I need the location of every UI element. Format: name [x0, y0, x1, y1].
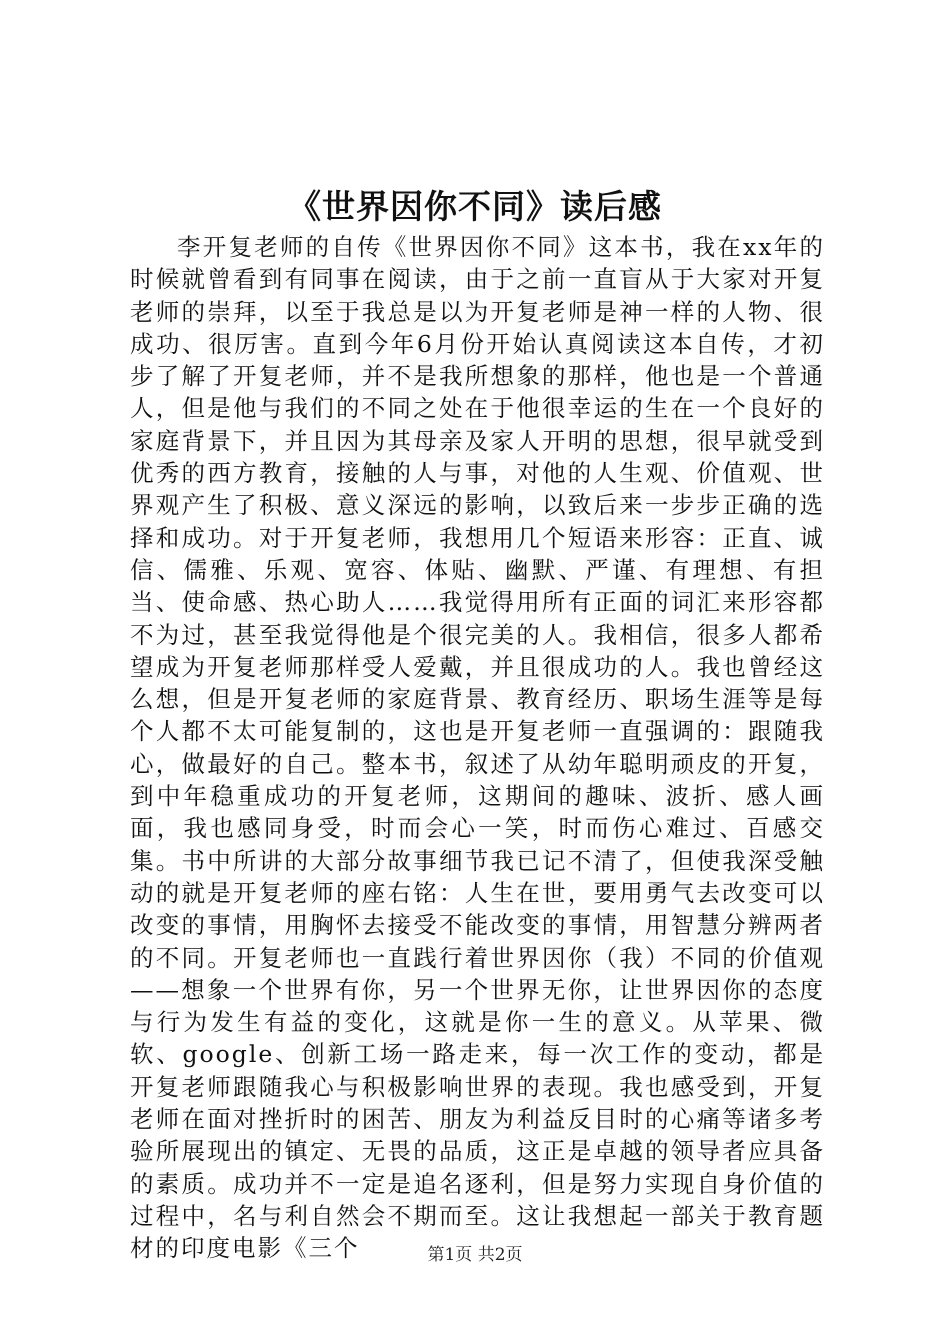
document-title: 《世界因你不同》读后感	[288, 187, 662, 226]
document-body-paragraph: 李开复老师的自传《世界因你不同》这本书，我在xx年的时候就曾看到有同事在阅读，由于之前一直盲从于大家对开复老师的崇拜，以至于我总是以为开复老师是神一样的人物、很成功、很厉害。直到今年6月份开始认真阅读这本自传，才初步了解了开复老师，并不是我所想象的那样，他也是一个普通人，但是他与我们的不同之处在于他很幸运的生在一个良好的家庭背景下，并且因为其母亲及家人开明的思想，很早就受到优秀的西方教育，接触的人与事，对他的人生观、价值观、世界观产生了积极、意义深远的影响，以致后来一步步正确的选择和成功。对于开复老师，我想用几个短语来形容：正直、诚信、儒雅、乐观、宽容、体贴、幽默、严谨、有理想、有担当、使命感、热心助人……我觉得用所有正面的词汇来形容都不为过，甚至我觉得他是个很完美的人。我相信，很多人都希望成为开复老师那样受人爱戴，并且很成功的人。我也曾经这么想，但是开复老师的家庭背景、教育经历、职场生涯等是每个人都不太可能复制的，这也是开复老师一直强调的：跟随我心，做最好的自己。整本书，叙述了从幼年聪明顽皮的开复，到中年稳重成功的开复老师，这期间的趣味、波折、感人画面，我也感同身受，时而会心一笑，时而伤心难过、百感交集。书中所讲的大部分故事细节我已记不清了，但使我深受触动的就是开复老师的座右铭：人生在世，要用勇气去改变可以改变的事情，用胸怀去接受不能改变的事情，用智慧分辨两者的不同。开复老师也一直践行着世界因你（我）不同的价值观——想象一个世界有你，另一个世界无你，让世界因你的态度与行为发生有益的变化，这就是你一生的意义。从苹果、微软、google、创新工场一路走来，每一次工作的变动，都是开复老师跟随我心与积极影响世界的表现。我也感受到，开复老师在面对挫折时的困苦、朋友为利益反目时的心痛等诸多考验所展现出的镇定、无畏的品质，这正是卓越的领导者应具备的素质。成功并不一定是追名逐利，但是努力实现自身价值的过程中，名与利自然会不期而至。这让我想起一部关于教育题材的印度电影《三个	[130, 233, 825, 1263]
page-number-footer: 第1页 共2页	[427, 1245, 523, 1265]
